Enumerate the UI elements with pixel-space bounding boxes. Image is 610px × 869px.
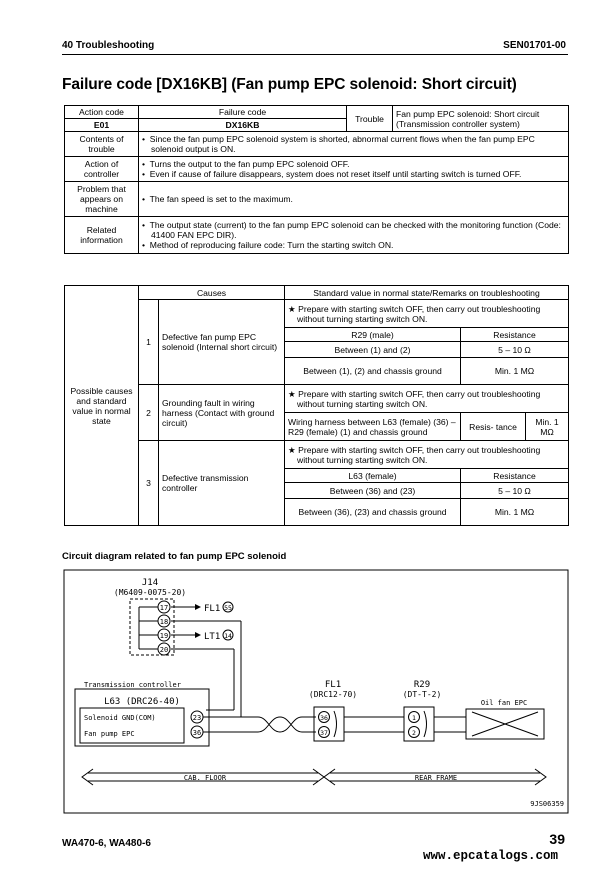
arrow-icon <box>195 604 201 610</box>
cause-text: Defective fan pump EPC solenoid (Internal short circuit) <box>159 300 285 385</box>
rear-frame-label: REAR FRAME <box>414 774 458 782</box>
solenoid-gnd-label: Solenoid GND(COM) <box>84 714 156 722</box>
r29-connector <box>404 707 434 741</box>
check-col-header: Resistance <box>461 328 569 342</box>
footer-model: WA470-6, WA480-6 <box>62 838 151 849</box>
fl1-pin-label: 36 <box>320 714 328 722</box>
j14-pin-label: 19 <box>159 632 169 640</box>
l63-pin-label: 36 <box>192 729 202 737</box>
standard-header: Standard value in normal state/Remarks on troubleshooting <box>285 286 569 300</box>
j14-wiring <box>139 607 195 649</box>
fl1-pin-label: 37 <box>320 729 328 737</box>
problem-item: • The fan speed is set to the maximum. <box>142 194 293 204</box>
r29-pin-label: 2 <box>412 729 416 737</box>
r29-label: R29 <box>413 680 431 690</box>
lt1-ref: LT1 <box>204 632 221 642</box>
l63-pin-label: 23 <box>192 714 202 722</box>
check-value: Min. 1 MΩ <box>461 499 569 526</box>
r29-pin-label: 1 <box>412 714 416 722</box>
trouble-line-1: Fan pump EPC solenoid: Short circuit <box>396 108 540 119</box>
action-label: Action of controller <box>65 157 139 182</box>
r29-part: (DT-T-2) <box>402 690 442 699</box>
fl1-ref: FL1 <box>204 604 221 614</box>
action-item: • Even if cause of failure disappears, system does not reset itself until starting switch is turned OFF. <box>142 169 522 179</box>
fl1-ref-num: 55 <box>224 604 232 612</box>
figure-code: 9JS06359 <box>530 800 564 808</box>
cause-number: 2 <box>139 385 159 441</box>
cause-note: ★ Prepare with starting switch OFF, then carry out troubleshooting without turning starting switch ON. <box>285 441 569 469</box>
possible-causes-label: Possible causes and standard value in normal state <box>65 286 139 526</box>
r29-mating-line <box>424 711 427 737</box>
cause-text: Grounding fault in wiring harness (Contact with ground circuit) <box>159 385 285 441</box>
failure-code-value: DX16KB <box>139 119 347 132</box>
contents-item: • Since the fan pump EPC solenoid system is shorted, abnormal current flows when the fan pump EPC solenoid output is ON. <box>142 134 535 154</box>
location-arrows <box>82 769 546 785</box>
failure-code-header: Failure code <box>139 106 347 119</box>
circuit-diagram-title: Circuit diagram related to fan pump EPC solenoid <box>62 551 287 562</box>
page-title: Failure code [DX16KB] (Fan pump EPC solenoid: Short circuit) <box>62 76 517 93</box>
check-value: Min. 1 MΩ <box>461 358 569 385</box>
related-item: • The output state (current) to the fan pump EPC solenoid can be checked with the monitoring function (Code: 41400 FAN EPC DIR). <box>142 220 561 240</box>
cab-floor-label: CAB. FLOOR <box>183 774 227 782</box>
solenoid-wires <box>434 717 466 732</box>
check-value: 5 – 10 Ω <box>461 342 569 358</box>
twisted-pair-wires <box>203 717 316 732</box>
causes-header: Causes <box>139 286 285 300</box>
header-section: 40 Troubleshooting <box>62 40 155 51</box>
solenoid-icon <box>466 709 544 739</box>
check-point: Between (1) and (2) <box>285 342 461 358</box>
cause-note: ★ Prepare with starting switch OFF, then carry out troubleshooting without turning starting switch ON. <box>285 300 569 328</box>
lt1-ref-num: 14 <box>224 632 232 640</box>
check-value: Min. 1 MΩ <box>526 413 569 441</box>
j14-label: J14 <box>141 578 159 588</box>
action-code-header: Action code <box>65 106 139 119</box>
contents-label: Contents of trouble <box>65 132 139 157</box>
oil-fan-epc-label: Oil fan EPC <box>480 699 528 707</box>
header-doc-code: SEN01701-00 <box>503 40 566 51</box>
check-col-header: L63 (female) <box>285 469 461 483</box>
j14-pin-label: 20 <box>159 646 169 654</box>
cause-number: 1 <box>139 300 159 385</box>
j14-part: (M6409-0075-20) <box>113 588 187 597</box>
cause-number: 3 <box>139 441 159 526</box>
fan-pump-epc-label: Fan pump EPC <box>84 730 135 738</box>
check-col-header: R29 (male) <box>285 328 461 342</box>
action-item: • Turns the output to the fan pump EPC solenoid OFF. <box>142 159 350 169</box>
check-point: Between (36) and (23) <box>285 483 461 499</box>
l63-label: L63 (DRC26-40) <box>104 697 180 707</box>
check-point: Wiring harness between L63 (female) (36) – R29 (female) (1) and chassis ground <box>285 413 461 441</box>
related-label: Related information <box>65 217 139 254</box>
fl1-connector <box>314 707 344 741</box>
trouble-line-2: (Transmission controller system) <box>396 118 520 129</box>
j14-pin-label: 17 <box>159 604 169 612</box>
check-point: Between (1), (2) and chassis ground <box>285 358 461 385</box>
watermark-url: www.epcatalogs.com <box>422 849 558 863</box>
fl1-part: (DRC12-70) <box>308 690 358 699</box>
controller-label: Transmission controller <box>84 681 181 689</box>
check-label: Resis- tance <box>461 413 526 441</box>
page-number: 39 <box>549 831 565 847</box>
check-point: Between (36), (23) and chassis ground <box>285 499 461 526</box>
fl1-label: FL1 <box>324 680 342 690</box>
action-code-value: E01 <box>65 119 139 132</box>
trouble-header: Trouble <box>347 106 393 132</box>
mid-wires <box>344 717 404 732</box>
fl1-mating-line <box>334 711 337 737</box>
check-col-header: Resistance <box>461 469 569 483</box>
arrow-icon <box>195 632 201 638</box>
cause-text: Defective transmission controller <box>159 441 285 526</box>
j14-pin-label: 18 <box>159 618 169 626</box>
related-item: • Method of reproducing failure code: Turn the starting switch ON. <box>142 240 394 250</box>
problem-label: Problem that appears on machine <box>65 182 139 217</box>
check-value: 5 – 10 Ω <box>461 483 569 499</box>
cause-note: ★ Prepare with starting switch OFF, then carry out troubleshooting without turning starting switch ON. <box>285 385 569 413</box>
